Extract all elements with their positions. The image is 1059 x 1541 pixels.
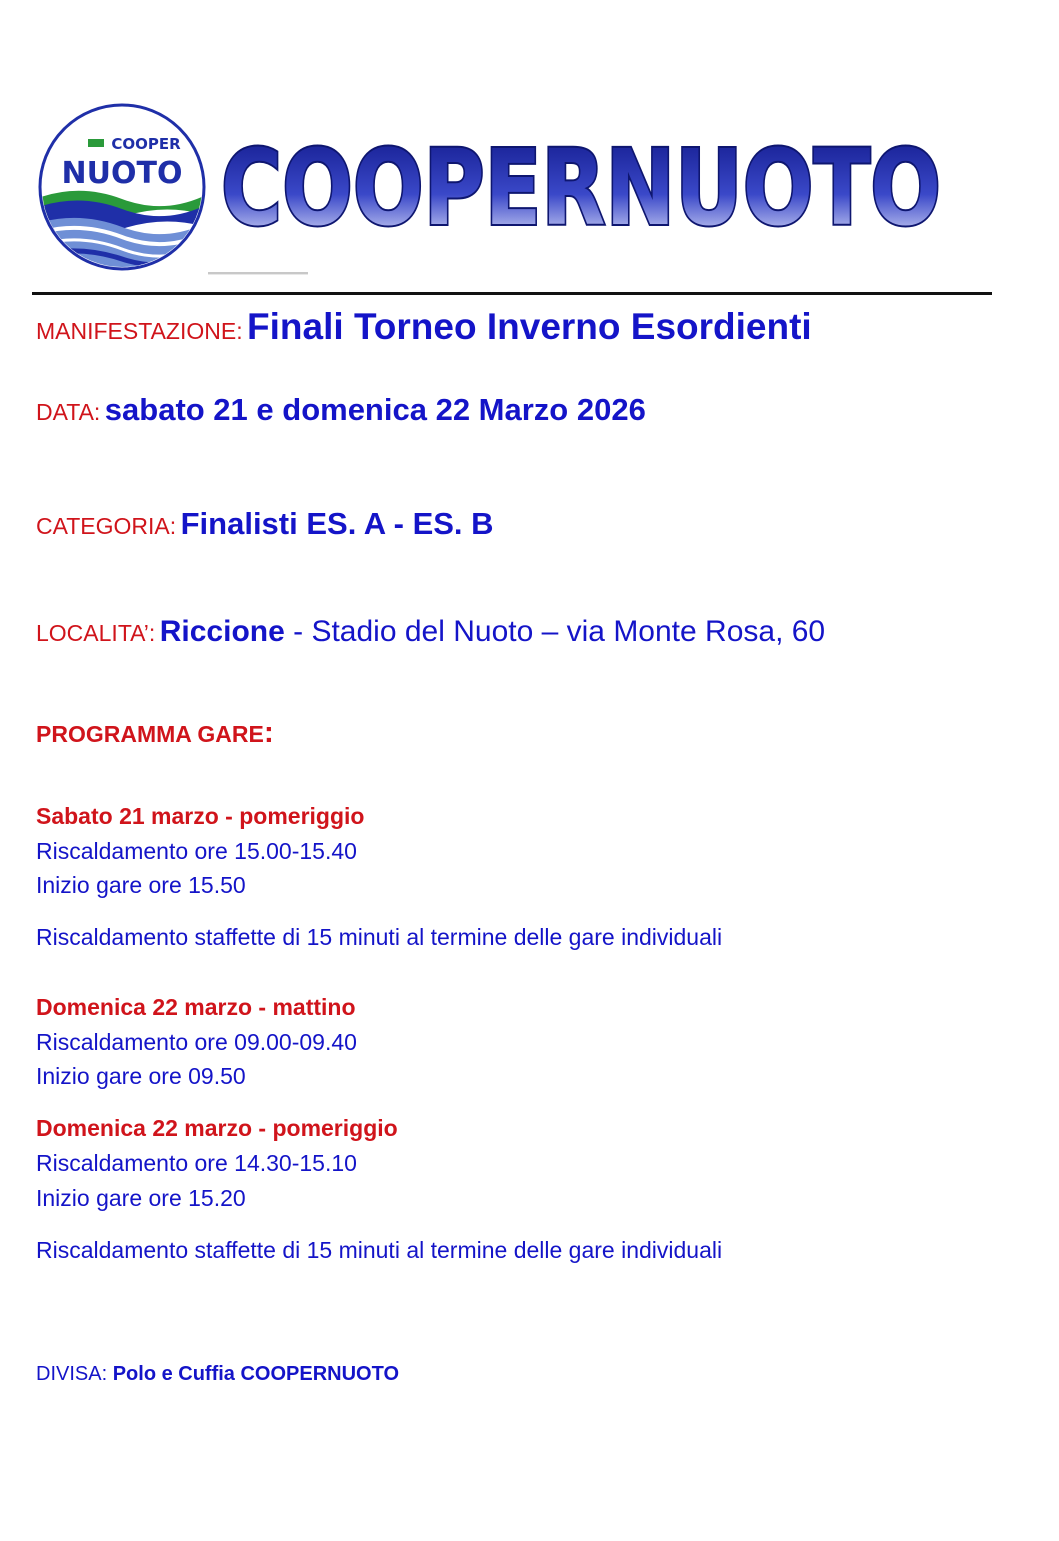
program-title	[36, 716, 274, 750]
localita-address: - Stadio del Nuoto – via Monte Rosa, 60	[284, 615, 826, 648]
localita-row	[36, 615, 825, 649]
divisa-label: DIVISA:	[36, 1363, 108, 1385]
manifestazione-label: MANIFESTAZIONE:	[36, 318, 243, 344]
data-value: sabato 21 e domenica 22 Marzo 2026	[104, 392, 646, 427]
wordmark-text: COOPERNUOTO	[221, 127, 941, 249]
session-relay-note: Riscaldamento staffette di 15 minuti al termine delle gare individuali	[36, 1237, 723, 1263]
data-row	[36, 392, 646, 428]
localita-label: LOCALITA’:	[36, 620, 156, 646]
program-title-colon: :	[263, 716, 274, 749]
session-start: Inizio gare ore 15.50	[36, 872, 246, 898]
session-heading: Domenica 22 marzo - mattino	[36, 994, 356, 1020]
session-start: Inizio gare ore 15.20	[36, 1185, 246, 1211]
header-small-line	[208, 272, 308, 275]
program-title-text: PROGRAMMA GARE	[36, 721, 264, 747]
divisa-row	[36, 1363, 399, 1386]
coopernuoto-wordmark	[216, 127, 946, 249]
logo-main-text: NUOTO	[61, 156, 183, 191]
categoria-row	[36, 506, 494, 542]
coopernuoto-logo	[38, 103, 206, 271]
logo-top-text: COOPER	[111, 135, 181, 153]
session-warmup: Riscaldamento ore 15.00-15.40	[36, 838, 357, 864]
categoria-value: Finalisti ES. A - ES. B	[180, 506, 494, 541]
session-heading: Sabato 21 marzo - pomeriggio	[36, 803, 365, 829]
session-warmup: Riscaldamento ore 09.00-09.40	[36, 1029, 357, 1055]
session-start: Inizio gare ore 09.50	[36, 1063, 246, 1089]
categoria-label: CATEGORIA:	[36, 513, 177, 539]
localita-city: Riccione	[159, 615, 285, 648]
data-label: DATA:	[36, 399, 101, 425]
session-heading: Domenica 22 marzo - pomeriggio	[36, 1115, 398, 1141]
divisa-value: Polo e Cuffia COOPERNUOTO	[112, 1363, 400, 1385]
manifestazione-value: Finali Torneo Inverno Esordienti	[247, 306, 812, 347]
session-relay-note: Riscaldamento staffette di 15 minuti al termine delle gare individuali	[36, 924, 723, 950]
manifestazione-row	[36, 306, 812, 348]
session-warmup: Riscaldamento ore 14.30-15.10	[36, 1150, 357, 1176]
header-divider	[32, 292, 992, 295]
